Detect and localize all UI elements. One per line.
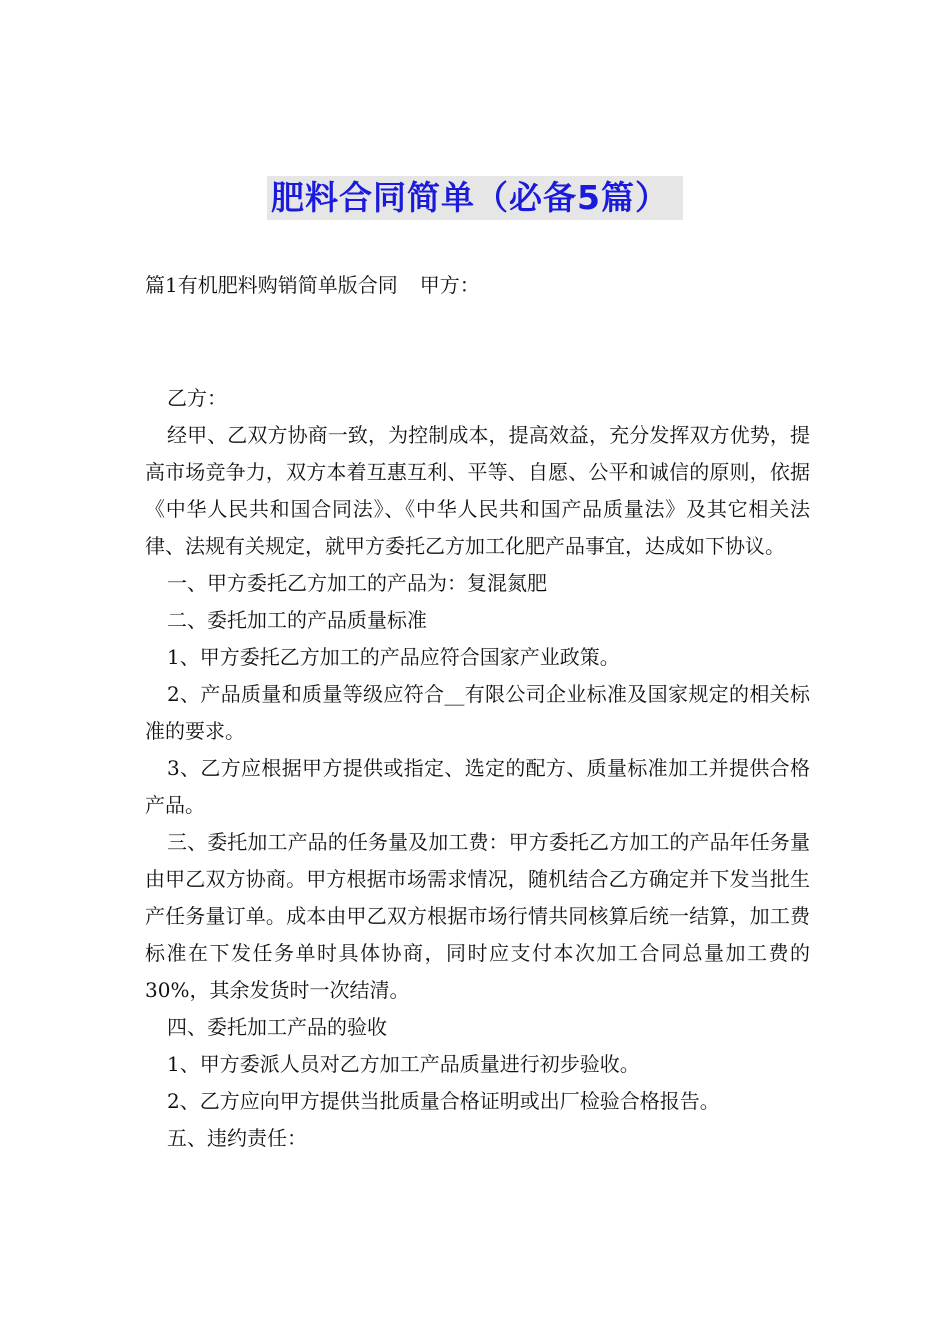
- clause-2: 二、委托加工的产品质量标准: [167, 608, 427, 632]
- clause-5: 五、违约责任：: [167, 1126, 307, 1150]
- contract-body: [145, 380, 810, 1157]
- clause-2-item-1: 1、甲方委托乙方加工的产品应符合国家产业政策。: [167, 645, 620, 669]
- clause-4-item-1: 1、甲方委派人员对乙方加工产品质量进行初步验收。: [167, 1052, 640, 1076]
- clause-1: 一、甲方委托乙方加工的产品为：复混氮肥: [167, 571, 547, 595]
- document-title: 肥料合同简单（必备5篇）: [267, 176, 683, 220]
- party-a-label: 甲方：: [419, 273, 480, 297]
- clause-2-item-3: 3、乙方应根据甲方提供或指定、选定的配方、质量标准加工并提供合格产品。: [145, 756, 810, 817]
- clause-4-item-2: 2、乙方应向甲方提供当批质量合格证明或出厂检验合格报告。: [167, 1089, 720, 1113]
- section-heading-title: 篇1有机肥料购销简单版合同: [145, 273, 398, 297]
- section-heading: [145, 270, 480, 300]
- preamble-paragraph: 经甲、乙双方协商一致，为控制成本，提高效益，充分发挥双方优势，提高市场竞争力，双方本着互惠互利、平等、自愿、公平和诚信的原则，依据《中华人民共和国合同法》、《中华人民共和国产品质量法》及其它相关法律、法规有关规定，就甲方委托乙方加工化肥产品事宜，达成如下协议。: [145, 423, 810, 558]
- clause-2-item-2: 2、产品质量和质量等级应符合__有限公司企业标准及国家规定的相关标准的要求。: [145, 682, 810, 743]
- clause-4: 四、委托加工产品的验收: [167, 1015, 387, 1039]
- clause-3: 三、委托加工产品的任务量及加工费：甲方委托乙方加工的产品年任务量由甲乙双方协商。甲方根据市场需求情况，随机结合乙方确定并下发当批生产任务量订单。成本由甲乙双方根据市场行情共同核算后统一结算，加工费标准在下发任务单时具体协商，同时应支付本次加工合同总量加工费的30%，其余发货时一次结清。: [145, 830, 810, 1002]
- party-b-label: 乙方：: [167, 386, 227, 410]
- title-container: [0, 176, 950, 220]
